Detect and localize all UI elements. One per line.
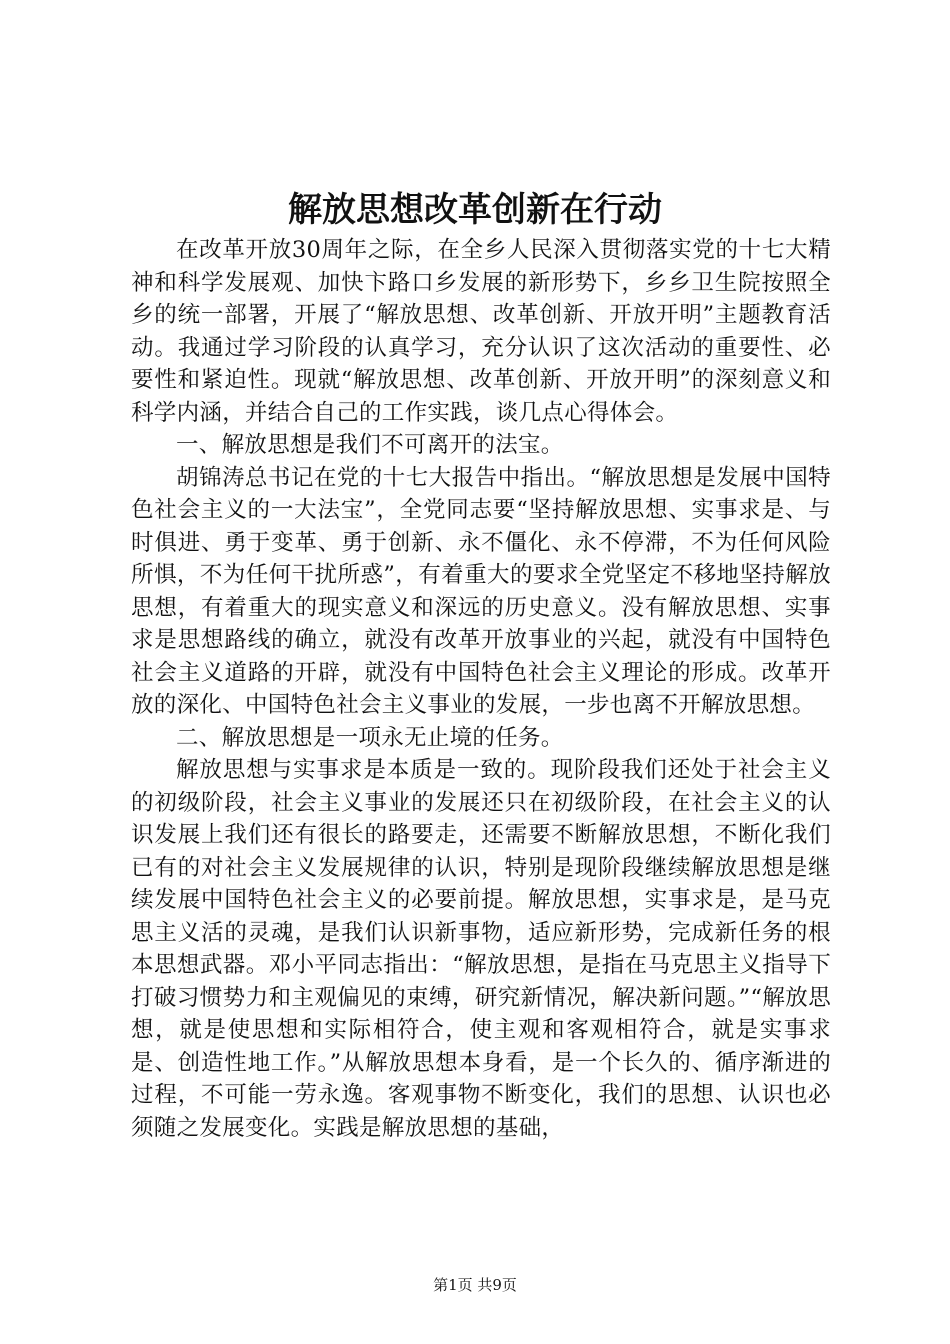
paragraph-intro: 在改革开放30周年之际，在全乡人民深入贯彻落实党的十七大精神和科学发展观、加快卞路口乡发展的新形势下，乡乡卫生院按照全乡的统一部署，开展了“解放思想、改革创新、开放开明”主题教育活动。我通过学习阶段的认真学习，充分认识了这次活动的重要性、必要性和紧迫性。现就“解放思想、改革创新、开放开明”的深刻意义和科学内涵，并结合自己的工作实践，谈几点心得体会。 bbox=[131, 237, 831, 426]
section-heading-1: 一、解放思想是我们不可离开的法宝。 bbox=[176, 432, 564, 458]
paragraph-section-2: 解放思想与实事求是本质是一致的。现阶段我们还处于社会主义的初级阶段，社会主义事业的发展还只在初级阶段，在社会主义的认识发展上我们还有很长的路要走，还需要不断解放思想，不断化我们已有的对社会主义发展规律的认识，特别是现阶段继续解放思想是继续发展中国特色社会主义的必要前提。解放思想，实事求是，是马克思主义活的灵魂，是我们认识新事物，适应新形势，完成新任务的根本思想武器。邓小平同志指出：“解放思想，是指在马克思主义指导下打破习惯势力和主观偏见的束缚，研究新情况，解决新问题。”“解放思想，就是使思想和实际相符合，使主观和客观相符合，就是实事求是、创造性地工作。”从解放思想本身看，是一个长久的、循序渐进的过程，不可能一劳永逸。客观事物不断变化，我们的思想、认识也必须随之发展变化。实践是解放思想的基础， bbox=[131, 757, 831, 1141]
document-body bbox=[131, 234, 831, 1144]
paragraph-section-1: 胡锦涛总书记在党的十七大报告中指出。“解放思想是发展中国特色社会主义的一大法宝”，全党同志要“坚持解放思想、实事求是、与时俱进、勇于变革、勇于创新、永不僵化、永不停滞，不为任何风险所惧，不为任何干扰所惑”，有着重大的要求全党坚定不移地坚持解放思想，有着重大的现实意义和深远的历史意义。没有解放思想、实事求是思想路线的确立，就没有改革开放事业的兴起，就没有中国特色社会主义道路的开辟，就没有中国特色社会主义理论的形成。改革开放的深化、中国特色社会主义事业的发展，一步也离不开解放思想。 bbox=[131, 464, 831, 718]
document-title: 解放思想改革创新在行动 bbox=[288, 190, 662, 230]
page-number-footer: 第1页 共9页 bbox=[433, 1276, 517, 1294]
section-heading-2: 二、解放思想是一项永无止境的任务。 bbox=[176, 724, 564, 751]
